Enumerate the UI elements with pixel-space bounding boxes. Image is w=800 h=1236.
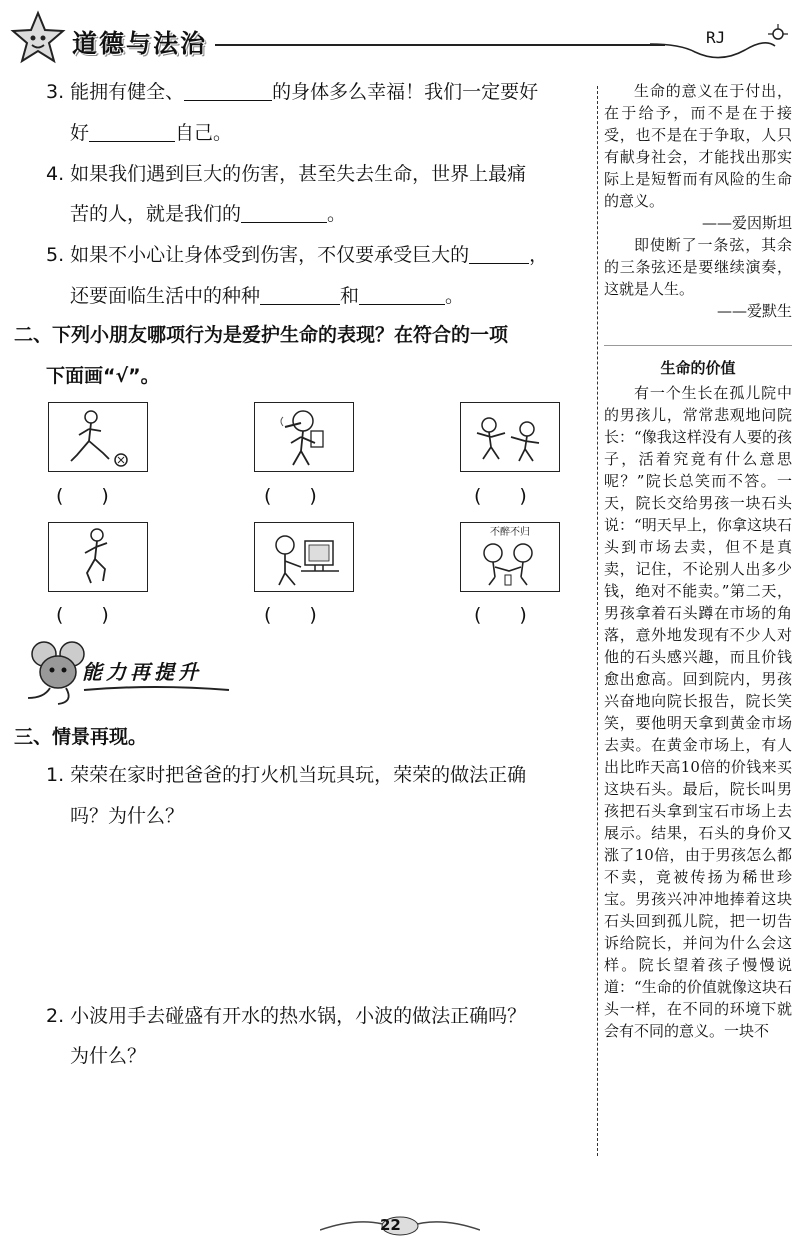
quote-emerson: 即使断了一条弦，其余的三条弦还是要继续演奏，这就是人生。 [604, 236, 792, 298]
picture-3 [460, 402, 560, 472]
blank-field[interactable] [469, 243, 529, 264]
header-rule [215, 44, 665, 46]
answer-paren-3[interactable]: ( ) [474, 485, 527, 507]
page-number: 22 [380, 1216, 401, 1234]
section-2-title-line-2: 下面画“√”。 [46, 365, 160, 387]
child-at-computer-icon [255, 523, 353, 591]
question-3-line-1: 3. 能拥有健全、 的身体多么幸福！我们一定要好 [46, 81, 539, 103]
banner-title: 能力再提升 [82, 660, 202, 684]
sidebar-quotes [604, 80, 792, 322]
boy-running-icon [49, 523, 147, 591]
picture-5 [254, 522, 354, 592]
answer-paren-1[interactable]: ( ) [56, 485, 109, 507]
sidebar-separator [604, 345, 792, 346]
blank-field[interactable] [241, 202, 327, 223]
story-text: 有一个生长在孤儿院中的男孩儿，常常悲观地问院长：“像我这样没有人要的孩子，活着究竟有什么意思呢？”院长总笑而不答。一天，院长交给男孩一块石头说：“明天早上，你拿这块石头到市场去卖，但不是真卖，记住，不论别人出多少钱，绝对不能卖。”第二天，男孩拿着石头蹲在市场的角落，意外地发现有不少人对他的石头感兴趣，而且价钱愈出愈高。回到院内，男孩兴奋地向院长报告，院长笑笑，要他明天拿到黄金市场去卖。在黄金市场上，有人出比昨天高10倍的价钱来买这块石头。最后，院长叫男孩把石头拿到宝石市场上去展示。结果，石头的身价又涨了10倍，由于男孩怎么都不卖，竟被传扬为稀世珍宝。男孩兴冲冲地捧着这块石头回到孤儿院，把一切告诉给院长，并问为什么会这样。院长望着孩子慢慢说道：“生命的价值就像这块石头一样，在不同的环境下就会有不同的意义。一块不 [604, 384, 792, 1040]
question-4-line-2: 苦的人，就是我们的 。 [70, 203, 347, 225]
picture-4 [48, 522, 148, 592]
answer-paren-5[interactable]: ( ) [264, 604, 317, 626]
book-title: 道德与法治 [72, 29, 208, 58]
quote-emerson-author: ——爱默生 [716, 302, 792, 320]
boy-kicking-ball-icon [49, 403, 147, 471]
blank-field[interactable] [260, 284, 340, 305]
answer-paren-6[interactable]: ( ) [474, 604, 527, 626]
question-3-line-2: 好 自己。 [70, 122, 233, 144]
picture-6-caption: 不醉不归 [490, 527, 530, 538]
drunk-friends-icon [461, 523, 559, 591]
question-4-line-1: 4. 如果我们遇到巨大的伤害，甚至失去生命，世界上最痛 [46, 163, 527, 185]
question-5-line-1: 5. 如果不小心让身体受到伤害，不仅要承受巨大的 ， [46, 244, 549, 266]
star-mascot-icon [10, 10, 66, 66]
answer-paren-2[interactable]: ( ) [264, 485, 317, 507]
picture-2 [254, 402, 354, 472]
section-3-q2-line-2: 为什么？ [70, 1045, 147, 1067]
sidebar-story [604, 382, 792, 1162]
page-header [0, 0, 800, 70]
answer-paren-4[interactable]: ( ) [56, 604, 109, 626]
blank-field[interactable] [359, 284, 445, 305]
edition-label: RJ [706, 28, 726, 47]
quote-einstein: 生命的意义在于付出，在于给予，而不是在于接受，也不是在于争取，人只有献身社会，才能找出那实际上是短暂而有风险的生命的意义。 [604, 82, 792, 210]
picture-1 [48, 402, 148, 472]
quote-einstein-author: ——爱因斯坦 [701, 214, 792, 232]
section-3-q2-line-1: 2. 小波用手去碰盛有开水的热水锅，小波的做法正确吗？ [46, 1005, 527, 1027]
blank-field[interactable] [89, 121, 175, 142]
section-3-q1-line-2: 吗？为什么？ [70, 805, 185, 827]
question-5-line-2: 还要面临生活中的种种 和 。 [70, 285, 465, 307]
section-3-title: 三、情景再现。 [14, 726, 148, 748]
section-2-title-line-1: 二、下列小朋友哪项行为是爱护生命的表现？在符合的一项 [14, 324, 509, 346]
boys-fighting-icon [461, 403, 559, 471]
blank-field[interactable] [184, 80, 272, 101]
boy-smoking-icon [255, 403, 353, 471]
picture-6 [460, 522, 560, 592]
story-title: 生命的价值 [660, 359, 736, 377]
section-3-q1-line-1: 1. 荣荣在家时把爸爸的打火机当玩具玩，荣荣的做法正确 [46, 764, 527, 786]
column-divider [597, 86, 598, 1156]
